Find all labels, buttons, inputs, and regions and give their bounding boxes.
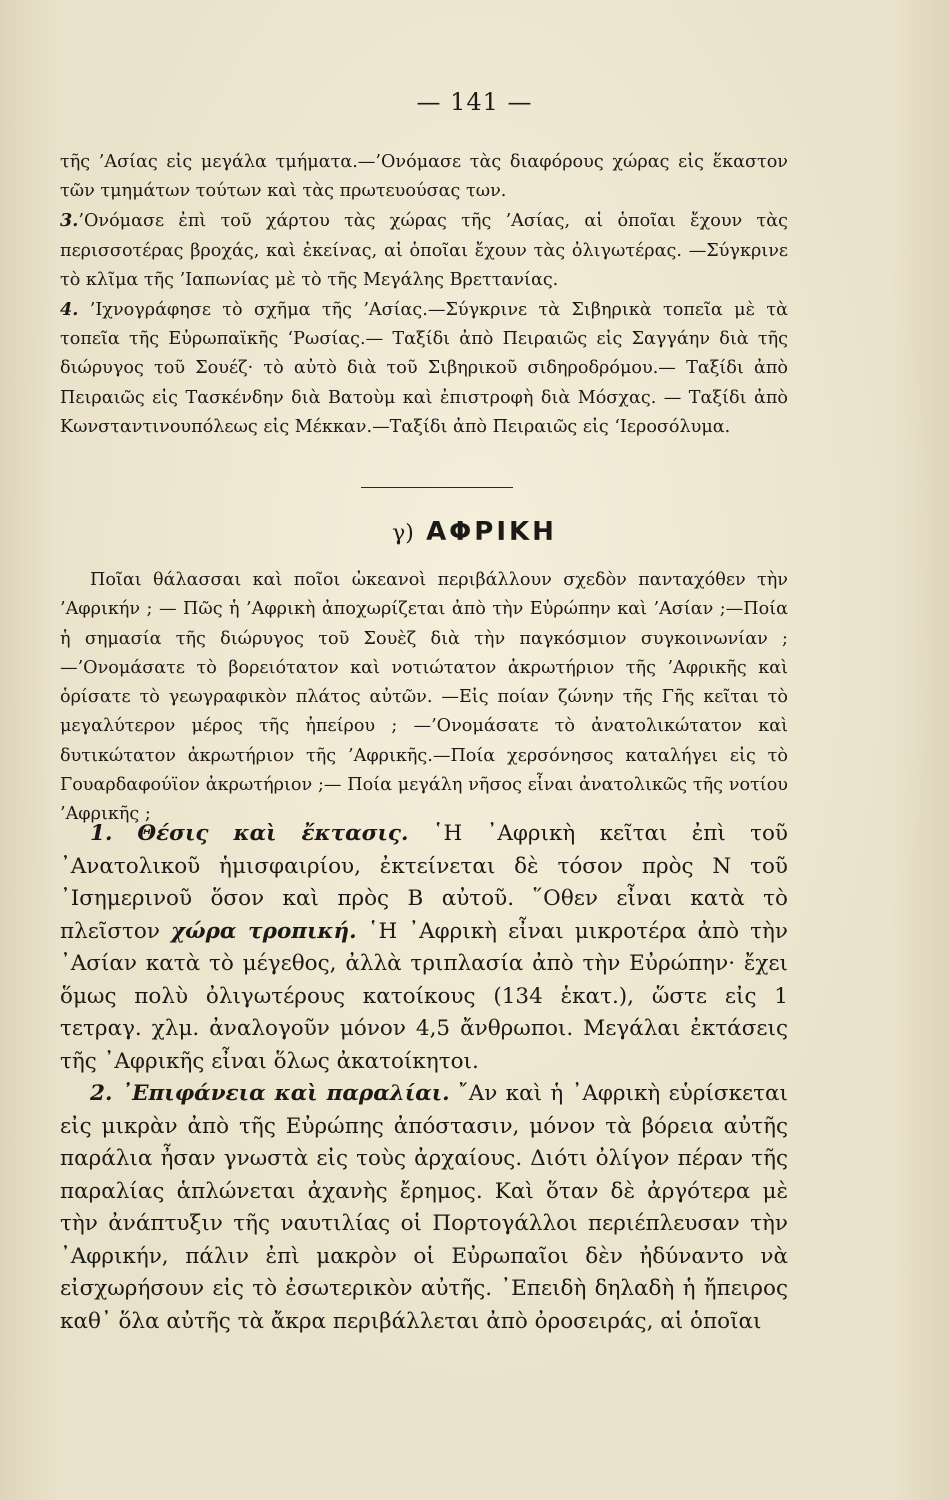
paragraph-text: ῾Η ᾿Αφρικὴ κεῖται ἐπὶ τοῦ ᾿Ανατολικοῦ ἡμισφαιρίου, ἐκτείνεται δὲ τόσον πρὸς Ν τοῦ ᾿Ισημερινοῦ ὅσον καὶ πρὸς Β αὐτοῦ. ῞Οθεν εἶναι κατὰ τὸ πλεῖστον [60,821,788,944]
section-heading [0,517,949,547]
asia-exercises [60,148,788,442]
paragraph-title: 1. Θέσις καὶ ἔκτασις. [90,821,409,846]
exercise-text: ’Ιχνογράφησε τὸ σχῆμα τῆς ’Ασίας.—Σύγκρινε τὰ Σιβηρικὰ τοπεῖα μὲ τὰ τοπεῖα τῆς Εὐρωπαϊκῆς ‘Ρωσίας.— Ταξίδι ἀπὸ Πειραιῶς εἰς Σαγγάην διὰ τῆς διώρυγος τοῦ Σουέζ· τὸ αὐτὸ διὰ τοῦ Σιβηρικοῦ σιδηροδρόμου.— Ταξίδι ἀπὸ Πειραιῶς εἰς Τασκένδην διὰ Βατοὺμ καὶ ἐπιστροφὴ διὰ Μόσχας. — Ταξίδι ἀπὸ Κωνσταντινουπόλεως εἰς Μέκκαν.—Ταξίδι ἀπὸ Πειραιῶς εἰς ‘Ιεροσόλυμα. [60,300,788,437]
paragraph-title: 2. ᾿Επιφάνεια καὶ παραλίαι. [90,1081,450,1106]
paragraph-surface-coasts [60,1078,788,1338]
section-letter: γ) [392,521,414,546]
africa-questions [60,566,788,830]
exercise-continuation: τῆς ’Ασίας εἰς μεγάλα τμήματα.—’Ονόμασε τὰς διαφόρους χώρας εἰς ἕκαστον τῶν τμημάτων τούτων καὶ τὰς πρωτευούσας των. [60,152,788,202]
section-divider [361,487,513,488]
exercise-item-4 [60,295,788,442]
exercise-number: 3. [60,210,79,232]
exercise-item-3 [60,206,788,295]
paragraph-text-after: ῾Η ᾿Αφρικὴ εἶναι μικροτέρα ἀπὸ τὴν ᾿Ασίαν κατὰ τὸ μέγεθος, ἀλλὰ τριπλασία ἀπὸ τὴν Εὐρώπην· ἔχει ὅμως πολὺ ὀλιγωτέρους κατοίκους (134 ἑκατ.), ὥστε εἰς 1 τετραγ. χλμ. ἀναλογοῦν μόνον 4,5 ἄνθρωποι. Μεγάλαι ἐκτάσεις τῆς ᾿Αφρικῆς εἶναι ὅλως ἀκατοίκητοι. [60,918,788,1074]
paragraph-position-extent [60,818,788,1078]
page-number: — 141 — [416,88,533,116]
section-title: ΑΦΡΙΚΗ [426,517,557,547]
paragraph-text: ῎Αν καὶ ἡ ᾿Αφρικὴ εὑρίσκεται εἰς μικρὰν ἀπὸ τῆς Εὐρώπης ἀπόστασιν, μόνον τὰ βόρεια αὐτῆς παράλια ἦσαν γνωστὰ εἰς τοὺς ἀρχαίους. Διότι ὀλίγον πέραν τῆς παραλίας ἁπλώνεται ἀχανὴς ἔρημος. Καὶ ὅταν δὲ ἀργότερα μὲ τὴν ἀνάπτυξιν τῆς ναυτιλίας οἱ Πορτογάλλοι περιέπλευσαν τὴν ᾿Αφρικήν, πάλιν ἐπὶ μακρὸν οἱ Εὐρωπαῖοι δὲν ἠδύναντο νὰ εἰσχωρήσουν εἰς τὸ ἐσωτερικὸν αὐτῆς. ᾿Επειδὴ δηλαδὴ ἡ ἤπειρος καθ᾿ ὅλα αὐτῆς τὰ ἄκρα περιβάλλεται ἀπὸ ὀροσειράς, αἱ ὁποῖαι [60,1081,788,1334]
paragraph-emphasis: χώρα τροπική. [171,918,357,944]
main-text [60,818,788,1338]
questions-text: Ποῖαι θάλασσαι καὶ ποῖοι ὠκεανοὶ περιβάλλουν σχεδὸν πανταχόθεν τὴν ’Αφρικήν ; — Πῶς ἡ ’Αφρικὴ ἀποχωρίζεται ἀπὸ τὴν Εὐρώπην καὶ ’Ασίαν ;—Ποία ἡ σημασία τῆς διώρυγος τοῦ Σουὲζ διὰ τὴν παγκόσμιον συγκοινωνίαν ; —’Ονομάσατε τὸ βορειότατον καὶ νοτιώτατον ἀκρωτήριον τῆς ’Αφρικῆς καὶ ὁρίσατε τὸ γεωγραφικὸν πλάτος αὐτῶν. —Εἰς ποίαν ζώνην τῆς Γῆς κεῖται τὸ μεγαλύτερον μέρος τῆς ἠπείρου ; —’Ονομάσατε τὸ ἀνατολικώτατον καὶ δυτικώτατον ἀκρωτήριον τῆς ’Αφρικῆς.—Ποία χερσόνησος καταλήγει εἰς τὸ Γουαρδαφούϊον ἀκρωτήριον ;— Ποία μεγάλη νῆσος εἶναι ἀνατολικῶς τῆς νοτίου ’Αφρικῆς ; [60,570,788,825]
exercise-text: ’Ονόμασε ἐπὶ τοῦ χάρτου τὰς χώρας τῆς ’Ασίας, αἱ ὁποῖαι ἔχουν τὰς περισσοτέρας βροχάς, καὶ ἐκείνας, αἱ ὁποῖαι ἔχουν τὰς ὀλιγωτέρας. —Σύγκρινε τὸ κλῖμα τῆς ’Ιαπωνίας μὲ τὸ τῆς Μεγάλης Βρεττανίας. [60,211,788,290]
exercise-number: 4. [60,299,79,321]
